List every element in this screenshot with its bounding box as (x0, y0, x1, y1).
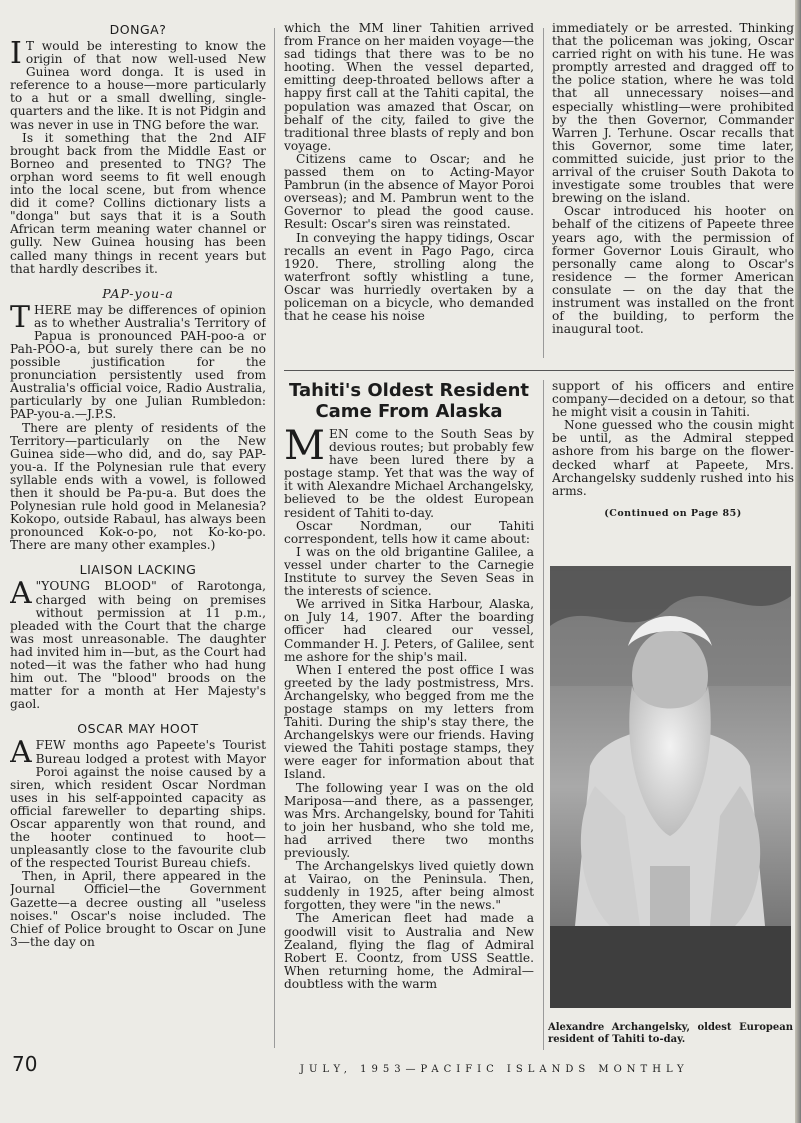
paragraph: AFEW months ago Papeete's Tourist Bureau lodged a protest with Mayor Poroi against the noise caused by a siren, which resident Oscar Nordman uses in his self-appointed capacity as official fareweller to departing ships. Oscar apparently won that round, and the hooter continued to hoot—unpleasantly close to the favourite club of the respected Tourist Bureau chiefs. (10, 735, 266, 871)
section-title-papua: PAP-you-a (102, 285, 174, 301)
paragraph: The American fleet had made a goodwill visit to Australia and New Zealand, flying the flag of Admiral Robert E. Coontz, from USS Seattle. When returning home, the Admiral—doubtless with the warm (284, 911, 534, 991)
paragraph: We arrived in Sitka Harbour, Alaska, on July 14, 1907. After the boarding officer had cleared our vessel, Commander H. J. Peters, of Galilee, sent me ashore for the ship's mail. (284, 597, 534, 664)
page-edge (795, 0, 801, 1123)
column-left (10, 22, 266, 1052)
paragraph: A "YOUNG BLOOD" of Rarotonga, charged with being on premises without permission at 11 p.m., pleaded with the Court that the charge was most unreasonable. The daughter had invited him in—but, as the Court had noted—it was the father who had hung him out. The "blood" broods on the matter for a month at Her Majesty's gaol. (10, 576, 266, 712)
footer-masthead: JULY, 1953—PACIFIC ISLANDS MONTHLY (300, 1064, 689, 1075)
paragraph: MEN come to the South Seas by devious routes; but probably few have been lured there by a postage stamp. Yet that was the way of it with Alexandre Michael Archangelsky, believed to be the oldest European resident of Tahiti to-day. (284, 423, 534, 520)
paragraph: There are plenty of residents of the Territory—particularly on the New Guinea side—who did, and do, say PAP-you-a. If the Polynesian rule that every syllable ends with a vowel, is followed then it should be Pa-pu-a. But does the Polynesian rule hold good in Melanesia? Kokopo, outside Rabaul, has always been pronounced Kok-o-po, not Ko-ko-po. There are many other examples.) (10, 420, 266, 553)
column-right-top (552, 22, 794, 367)
paragraph: None guessed who the cousin might be until, as the Admiral stepped ashore from his barge on the flower-decked wharf at Papeete, Mrs. Archangelsky suddenly rushed into his arms. (552, 418, 794, 498)
section-title-oscar: OSCAR MAY HOOT (77, 721, 199, 737)
paragraph: Then, in April, there appeared in the Journal Officiel—the Government Gazette—a decree ousting all "useless noises." Oscar's noise included. The Chief of Police brought to Oscar on June 3—the day on (10, 869, 266, 949)
section-title-donga: DONGA? (109, 22, 167, 37)
paragraph: In conveying the happy tidings, Oscar recalls an event in Pago Pago, circa 1920. There, strolling along the waterfront softly whistling a tune, Oscar was hurriedly overtaken by a policeman on a bicycle, who demanded that he cease his noise (284, 230, 534, 324)
drop-cap: I (10, 36, 22, 71)
article-column-middle (284, 380, 534, 1055)
section-divider (284, 370, 794, 371)
article-column-right (552, 380, 794, 560)
portrait-photo (550, 566, 791, 1008)
paragraph: I was on the old brigantine Galilee, a vessel under charter to the Carnegie Institute to survey the Seven Seas in the interests of science. (284, 544, 534, 599)
photo-caption: Alexandre Archangelsky, oldest European resident of Tahiti to-day. (548, 1022, 793, 1045)
paragraph: Oscar introduced his hooter on behalf of the citizens of Papeete three years ago, with the permission of former Governor Louis Girault, who personally came along to Oscar's residence — the former American consulate — on the day that the instrument was installed on the front of the building, to perform the inaugural toot. (552, 204, 794, 337)
paragraph: Oscar Nordman, our Tahiti correspondent, tells how it came about: (284, 518, 534, 546)
paragraph: The Archangelskys lived quietly down at Vairao, on the Peninsula. Then, suddenly in 1925, after being almost forgotten, they were "in the news." (284, 859, 534, 913)
paragraph: THERE may be differences of opinion as to whether Australia's Territory of Papua is pronounced PAH-poo-a or Pah-POO-a, but surely there can be no possible justification for the pronunciation persistently used from Australia's official voice, Radio Australia, particularly by one Julian Rumbledon: PAP-you-a.—J.P.S. (10, 299, 266, 422)
article-headline: Tahiti's Oldest Resident Came From Alaska (289, 380, 529, 422)
column-rule (274, 28, 275, 1048)
drop-cap: A (10, 576, 32, 612)
paragraph: immediately or be arrested. Thinking that the policeman was joking, Oscar carried right on with his tune. He was promptly arrested and dragged off to the police station, where he was told that all unnecessary noises—and especially whistling—were prohibited by the then Governor, Commander Warren J. Terhune. Oscar recalls that this Governor, some time later, committed suicide, just prior to the arrival of the cruiser South Dakota to investigate some troubles that were brewing on the island. (552, 22, 794, 206)
paragraph: I T would be interesting to know the origin of that now well-used New Guinea word donga. It is used in reference to a house—more particularly to a hut or a small dwelling, single-quarters and the like. It is not Pidgin and was never in use in TNG before the war. (10, 36, 266, 132)
section-title-liaison: LIAISON LACKING (79, 562, 197, 578)
paragraph: The following year I was on the old Mariposa—and there, as a passenger, was Mrs. Archangelsky, bound for Tahiti to join her husband, who she told me, had arrived there two months previously. (284, 780, 534, 860)
column-rule (543, 28, 544, 358)
paragraph: Citizens came to Oscar; and he passed them on to Acting-Mayor Pambrun (in the absence of Mayor Poroi overseas); and M. Pambrun went to the Governor to plead the good cause. Result: Oscar's siren was reinstated. (284, 151, 534, 232)
paragraph: which the MM liner Tahitien arrived from France on her maiden voyage—the sad tidings that there was to be no hooting. When the vessel departed, emitting deep-throated bellows after a happy first call at the Tahiti capital, the population was amazed that Oscar, on behalf of the city, failed to give the traditional three blasts of reply and bon voyage. (284, 22, 534, 153)
drop-cap: A (10, 735, 32, 771)
page-number: 70 (12, 1052, 38, 1076)
paragraph: Is it something that the 2nd AIF brought back from the Middle East or Borneo and presented to TNG? The orphan word seems to fit well enough into the local scene, but from whence did it come? Collins dictionary lists a "donga" but says that it is a South African term meaning water channel or gully. New Guinea housing has been called many things in recent years but that hardly describes it. (10, 130, 266, 276)
old-man-portrait-image (550, 566, 791, 1008)
paragraph: When I entered the post office I was greeted by the lady postmistress, Mrs. Archangelsky, who begged from me the postage stamps on my letters from Tahiti. During the ship's stay there, the Archangelskys were our friends. Having viewed the Tahiti postage stamps, they were eager for information about that Island. (284, 662, 534, 782)
paragraph: support of his officers and entire company—decided on a detour, so that he might visit a cousin in Tahiti. (552, 380, 794, 420)
column-rule (543, 380, 544, 1050)
drop-cap: M (284, 423, 325, 469)
continued-note: (Continued on Page 85) (604, 507, 742, 519)
column-middle-top (284, 22, 534, 367)
drop-cap: T (10, 299, 31, 335)
